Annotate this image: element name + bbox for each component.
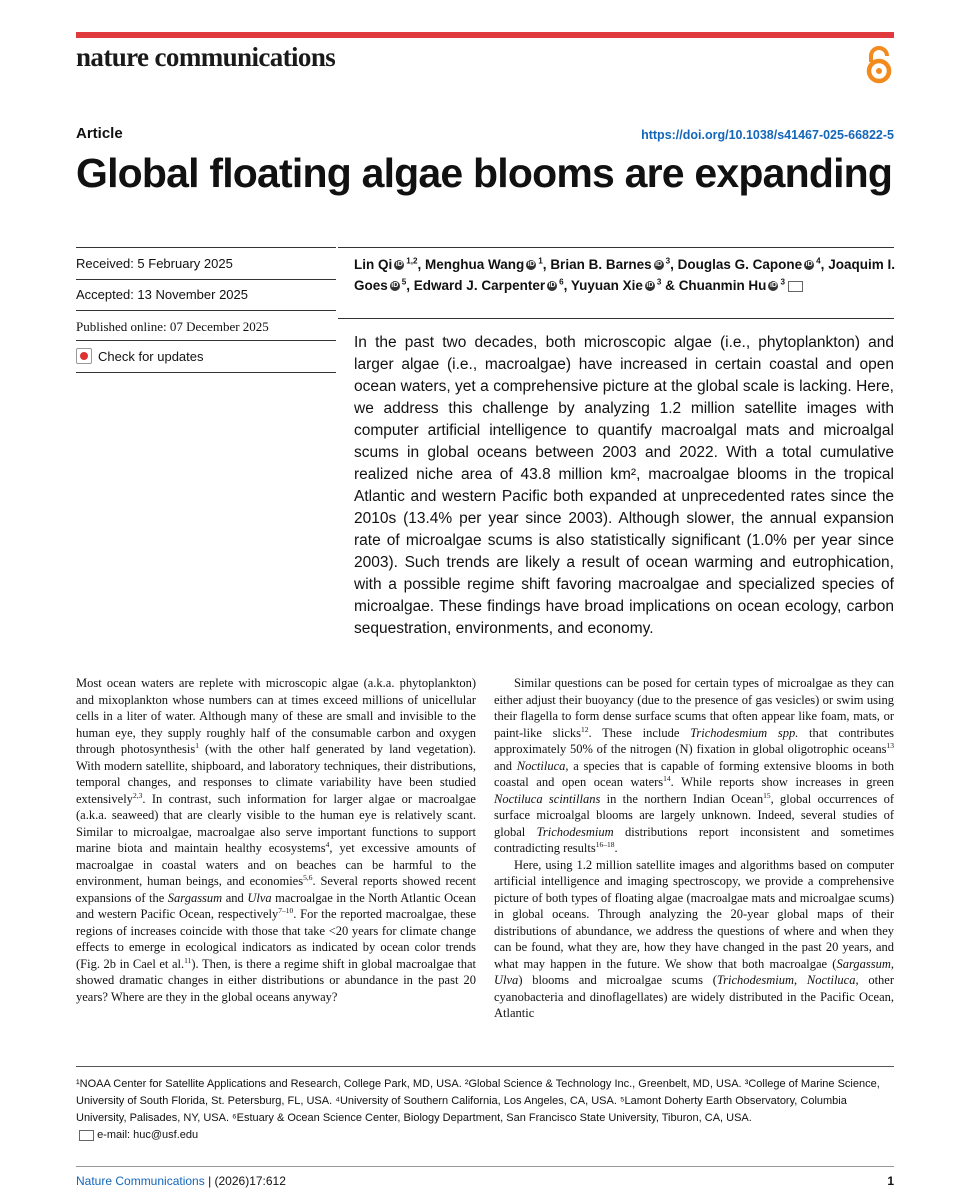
orcid-icon[interactable]: iD: [646, 282, 654, 290]
check-for-updates-button[interactable]: [76, 348, 204, 364]
abstract-divider: [338, 318, 894, 319]
orcid-icon[interactable]: iD: [527, 261, 535, 269]
footer-volume: | (2026)17:612: [208, 1174, 286, 1188]
author-name-text: Joaquim I. Goes: [354, 257, 895, 293]
author-name[interactable]: [354, 257, 418, 272]
body-paragraph: Similar questions can be posed for certain types of microalgae as they can either adjust their buoyancy (due to the presence of gas vesicles) or swim using their flagella to form dense surface scums that often appear like foam, mats, or paint-like slicks$^{12}$. These include Trichodesmium spp. that contributes approximately 50% of the nitrogen (N) fixation in global oligotrophic oceans$^{13}$ and Noctiluca, a species that is capable of forming extensive blooms in both coastal and open ocean waters$^{14}$. While reports show increases in green Noctiluca scintillans in the northern Indian Ocean$^{15}$, global occurrences of surface microalgal blooms are largely unknown. Indeed, several studies of global Trichodesmium distributions report inconsistent and sometimes contradicting results$^{16-18}$.: [494, 676, 894, 855]
orcid-icon[interactable]: iD: [391, 282, 399, 290]
author-affiliation-marker: 1: [538, 256, 543, 266]
author-affiliation-marker: 3: [656, 277, 662, 287]
page-number: 1: [887, 1174, 894, 1188]
author-name-text: Brian B. Barnes: [550, 257, 652, 272]
author-name-text: Douglas G. Capone: [677, 257, 803, 272]
orcid-icon[interactable]: iD: [395, 261, 403, 269]
footer-citation: [76, 1174, 286, 1188]
meta-divider: [76, 340, 336, 341]
author-name-text: Menghua Wang: [425, 257, 525, 272]
abstract: [354, 332, 894, 640]
body-paragraph: Here, using 1.2 million satellite images and algorithms based on computer artificial intelligence and imaging spectroscopy, we provide a comprehensive picture of both types of floating algae (macroalgae mats and microalgae scums) in global oceans. Through analyzing the 20-year global maps of their distributions of abundance, we address the questions of where and when they can be found, what they are, how they have changed in the past 20 years, and what may happen in the future. We show that both macroalgae (Sargassum, Ulva) blooms and microalgae scums (Trichodesmium, Noctiluca, other cyanobacteria and dinoflagellates) are widely distributed in the Pacific Ocean, Atlantic: [494, 857, 895, 1020]
footer-divider: [76, 1166, 894, 1167]
email-line[interactable]: [76, 1127, 894, 1144]
affiliations: [76, 1076, 894, 1144]
email-address[interactable]: e-mail: huc@usf.edu: [97, 1129, 199, 1141]
author-list: Lin Qi iD $^{1,2}$, Menghua Wang iD $^1$, Brian B. Barnes iD $^3$, Douglas G. Capone iD $^4$, Joaquim I. Goes iD $^5$, Edward J. Carpenter iD $^6$, Yuyuan Xie iD $^3$ & Chuanmin Hu iD $^3$: [354, 256, 895, 293]
body-column-left: [76, 675, 476, 1005]
footer-journal-link[interactable]: Nature Communications: [76, 1174, 205, 1188]
orcid-icon[interactable]: iD: [805, 261, 813, 269]
author-name-text: Yuyuan Xie: [570, 278, 643, 293]
orcid-icon[interactable]: iD: [769, 282, 777, 290]
article-type-label: Article: [76, 125, 123, 142]
author-name[interactable]: [425, 257, 543, 272]
open-access-icon: [862, 46, 896, 84]
top-accent-bar: [76, 32, 894, 38]
author-affiliation-marker: 3: [780, 277, 785, 287]
orcid-icon[interactable]: iD: [655, 261, 663, 269]
journal-name[interactable]: nature communications: [76, 42, 336, 72]
author-name[interactable]: [571, 278, 662, 293]
abstract-text: In the past two decades, both microscopic algae (i.e., phytoplankton) and larger algae (i.e., macroalgae) have increased in certain coastal and open ocean waters, yet a comprehensive picture at the global scale is lacking. Here, we address this challenge by analyzing 1.2 million satellite images with computer artificial intelligence to quantify macroalgal mats and microalgal scums in global oceans between 2003 and 2022. With a total cumulative realized niche area of 43.8 million km², macroalgae blooms in the tropical Atlantic and western Pacific both expanded at unprecedented rates since the 2010s (13.4% per year since 2003). Although slower, the annual expansion rate of microalgae scums is also statistically significant (1.0% per year since 2003). Such trends are likely a result of ocean warming and eutrophication, with a possible regime shift favoring macroalgae and specialized species of microalgae. These findings have broad implications on ocean ecology, carbon sequestration, environments, and economy.: [354, 334, 894, 637]
meta-divider: [76, 279, 336, 280]
update-icon: [76, 348, 92, 364]
author-affiliation-marker: 1,2: [406, 256, 418, 266]
author-name-text: Edward J. Carpenter: [413, 278, 546, 293]
envelope-icon: [79, 1130, 94, 1141]
body-column-right: [494, 675, 894, 1022]
author-affiliation-marker: 5: [401, 277, 407, 287]
meta-divider: [76, 310, 336, 311]
body-paragraph: Most ocean waters are replete with microscopic algae (a.k.a. phytoplankton) and mixoplankton whose numbers can at times exceed millions of unicellular cells in a liter of water. Although many of these are small and invisible to the human eye, they supply roughly half of the consumable carbon and oxygen through photosynthesis$^1$ (with the other half generated by land vegetation). With modern satellite, shipboard, and laboratory techniques, their distributions, temporal changes, and responses to climate variability have been studied extensively$^{2,3}$. In contrast, such information for larger algae or macroalgae (a.k.a. seaweed) that are clearly visible to the human eye is relatively scant. Similar to microalgae, macroalgae also serve important functions to support marine biota and maintain healthy ecosystems$^4$, yet excessive amounts of macroalgae in coastal waters and on beaches can be harmful to the environment, human beings, and economies$^{5,6}$. Several reports showed recent expansions of the Sargassum and Ulva macroalgae in the North Atlantic Ocean and western Pacific Ocean, respectively$^{7-10}$. For the reported macroalgae, these regions of increases coincide with those that take <20 years for climate change effects to emerge in ecological indicators as indicated by ocean color trends (Fig. 2b in Cael et al.$^{11}$). Then, is there a regime shift in global macroalgae that showed dramatic changes in either distributions or abundance in the past 20 years? Where are they in the global oceans anyway?: [76, 676, 477, 1004]
author-affiliation-marker: 4: [816, 256, 821, 266]
received-date: Received: 5 February 2025: [76, 256, 233, 271]
footnote-divider: [76, 1066, 894, 1067]
author-name-text: Chuanmin Hu: [678, 278, 767, 293]
doi-link[interactable]: https://doi.org/10.1038/s41467-025-66822-5: [641, 128, 894, 142]
accepted-date: Accepted: 13 November 2025: [76, 287, 248, 302]
meta-divider: [76, 372, 336, 373]
author-affiliation-marker: 3: [665, 256, 671, 266]
check-updates-label: Check for updates: [98, 348, 204, 364]
author-name[interactable]: [678, 257, 821, 272]
author-name[interactable]: [550, 257, 670, 272]
author-name[interactable]: [679, 278, 803, 293]
meta-divider: [76, 247, 336, 248]
published-date: Published online: 07 December 2025: [76, 319, 269, 334]
author-affiliation-marker: 6: [559, 277, 564, 287]
corresponding-author-envelope-icon[interactable]: [788, 281, 803, 292]
author-name[interactable]: [414, 278, 564, 293]
author-name-text: Lin Qi: [354, 257, 393, 272]
page-title: Global floating algae blooms are expanding: [76, 150, 893, 196]
affiliations-text: ¹NOAA Center for Satellite Applications and Research, College Park, MD, USA. ²Global Science & Technology Inc., Greenbelt, MD, USA. ³College of Marine Science, University of South Florida, St. Petersburg, FL, USA. ⁴University of Southern California, Los Angeles, CA, USA. ⁵Lamont Doherty Earth Observatory, Columbia University, Palisades, NY, USA. ⁶Estuary & Ocean Science Center, Biology Department, San Francisco State University, Tiburon, CA, USA.: [76, 1078, 880, 1124]
authors-divider: [338, 247, 894, 248]
orcid-icon[interactable]: iD: [548, 282, 556, 290]
